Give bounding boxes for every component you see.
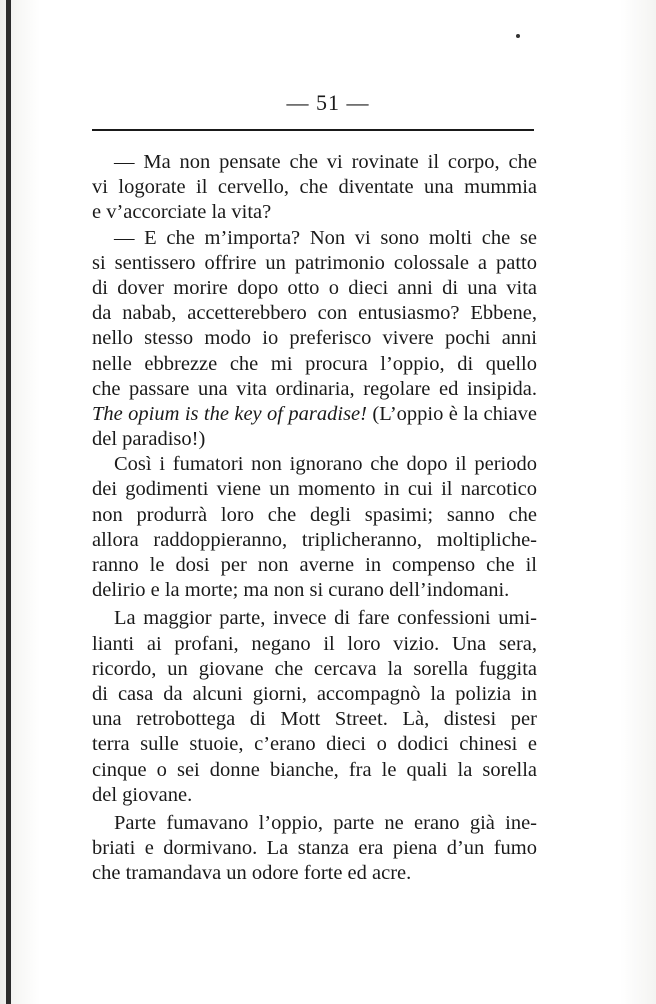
text-line bbox=[92, 251, 537, 276]
text-line-content: lianti ai profani, negano il loro vizio. Una sera, bbox=[92, 632, 537, 655]
text-line-content: e v’accorciate la vita? bbox=[92, 201, 272, 224]
text-line bbox=[92, 578, 537, 603]
text-line-content: — E che m’importa? Non vi sono molti che se bbox=[114, 226, 537, 249]
text-line bbox=[92, 503, 537, 528]
text-line bbox=[92, 836, 537, 861]
text-line-content: ricordo, un giovane che cercava la sorella fuggita bbox=[92, 657, 537, 680]
text-line-content: vi logorate il cervello, che diventate una mummia bbox=[92, 176, 537, 199]
text-line-content: del giovane. bbox=[92, 783, 193, 806]
text-line-content: che tramandava un odore forte ed acre. bbox=[92, 862, 412, 885]
text-line bbox=[92, 632, 537, 657]
text-line-content: Parte fumavano l’oppio, parte ne erano già ine- bbox=[114, 811, 537, 834]
text-line-content: dei godimenti viene un momento in cui il narcotico bbox=[92, 478, 537, 501]
text-line bbox=[92, 606, 537, 631]
text-line-content: cinque o sei donne bianche, fra le quali la sorella bbox=[92, 758, 537, 781]
text-line bbox=[92, 682, 537, 707]
text-line-content: di dover morire dopo otto o dieci anni di una vita bbox=[92, 276, 537, 299]
text-line bbox=[92, 226, 537, 251]
text-line bbox=[92, 861, 537, 886]
text-line-content: di casa da alcuni giorni, accompagnò la polizia in bbox=[92, 682, 537, 705]
page-binding-edge bbox=[6, 0, 11, 1004]
text-line-content: una retrobottega di Mott Street. Là, distesi per bbox=[92, 708, 537, 731]
text-line bbox=[92, 200, 537, 225]
text-line-content: nello stesso modo io preferisco vivere pochi anni bbox=[92, 327, 537, 350]
text-line bbox=[92, 276, 537, 301]
text-line-content: ranno le dosi per non averne in compenso che il bbox=[92, 554, 537, 576]
text-line bbox=[92, 758, 537, 783]
ink-speck bbox=[516, 34, 520, 38]
text-line bbox=[92, 452, 537, 477]
text-line-content: non produrrà loro che degli spasimi; sanno che bbox=[92, 503, 537, 526]
text-line bbox=[92, 301, 537, 326]
text-line-content: del paradiso!) bbox=[92, 428, 206, 451]
text-line bbox=[92, 477, 537, 502]
text-line bbox=[92, 811, 537, 836]
text-line bbox=[92, 553, 537, 578]
text-line-content: terra sulle stuoie, c’erano dieci o dodici chinesi e bbox=[92, 733, 537, 756]
text-line-content: da nabab, accetterebbero con entusiasmo? Ebbene, bbox=[92, 302, 537, 325]
text-line-content: (L’oppio è la chiave bbox=[366, 402, 537, 425]
page-number: — 51 — bbox=[286, 90, 370, 115]
text-line-content: nelle ebbrezze che mi procura l’oppio, di quello bbox=[92, 352, 537, 375]
text-line-content: Così i fumatori non ignorano che dopo il periodo bbox=[114, 453, 537, 476]
text-line bbox=[92, 377, 537, 402]
text-line-content: allora raddoppieranno, triplicheranno, moltipliche- bbox=[92, 528, 537, 551]
text-line bbox=[92, 528, 537, 553]
text-line bbox=[92, 707, 537, 732]
text-line bbox=[92, 783, 537, 808]
text-line bbox=[92, 150, 537, 175]
page-body-text bbox=[92, 150, 537, 886]
text-line-content: delirio e la morte; ma non si curano dell’indomani. bbox=[92, 579, 510, 602]
text-line bbox=[92, 175, 537, 200]
text-line bbox=[92, 427, 537, 452]
text-line-content: La maggior parte, invece di fare confessioni umi- bbox=[114, 607, 537, 630]
text-line bbox=[92, 352, 537, 377]
text-line bbox=[92, 732, 537, 757]
italic-phrase: The opium is the key of paradise! bbox=[92, 402, 367, 425]
text-line-content: — Ma non pensate che vi rovinate il corpo, che bbox=[114, 151, 537, 173]
text-line-content: si sentissero offrire un patrimonio colossale a patto bbox=[92, 251, 537, 274]
header-rule bbox=[92, 129, 534, 131]
text-line bbox=[92, 657, 537, 682]
text-line-content: briati e dormivano. La stanza era piena d’un fumo bbox=[92, 837, 537, 860]
text-line bbox=[92, 402, 537, 427]
text-line bbox=[92, 326, 537, 351]
text-line-content: che passare una vita ordinaria, regolare ed insipida. bbox=[92, 377, 537, 400]
